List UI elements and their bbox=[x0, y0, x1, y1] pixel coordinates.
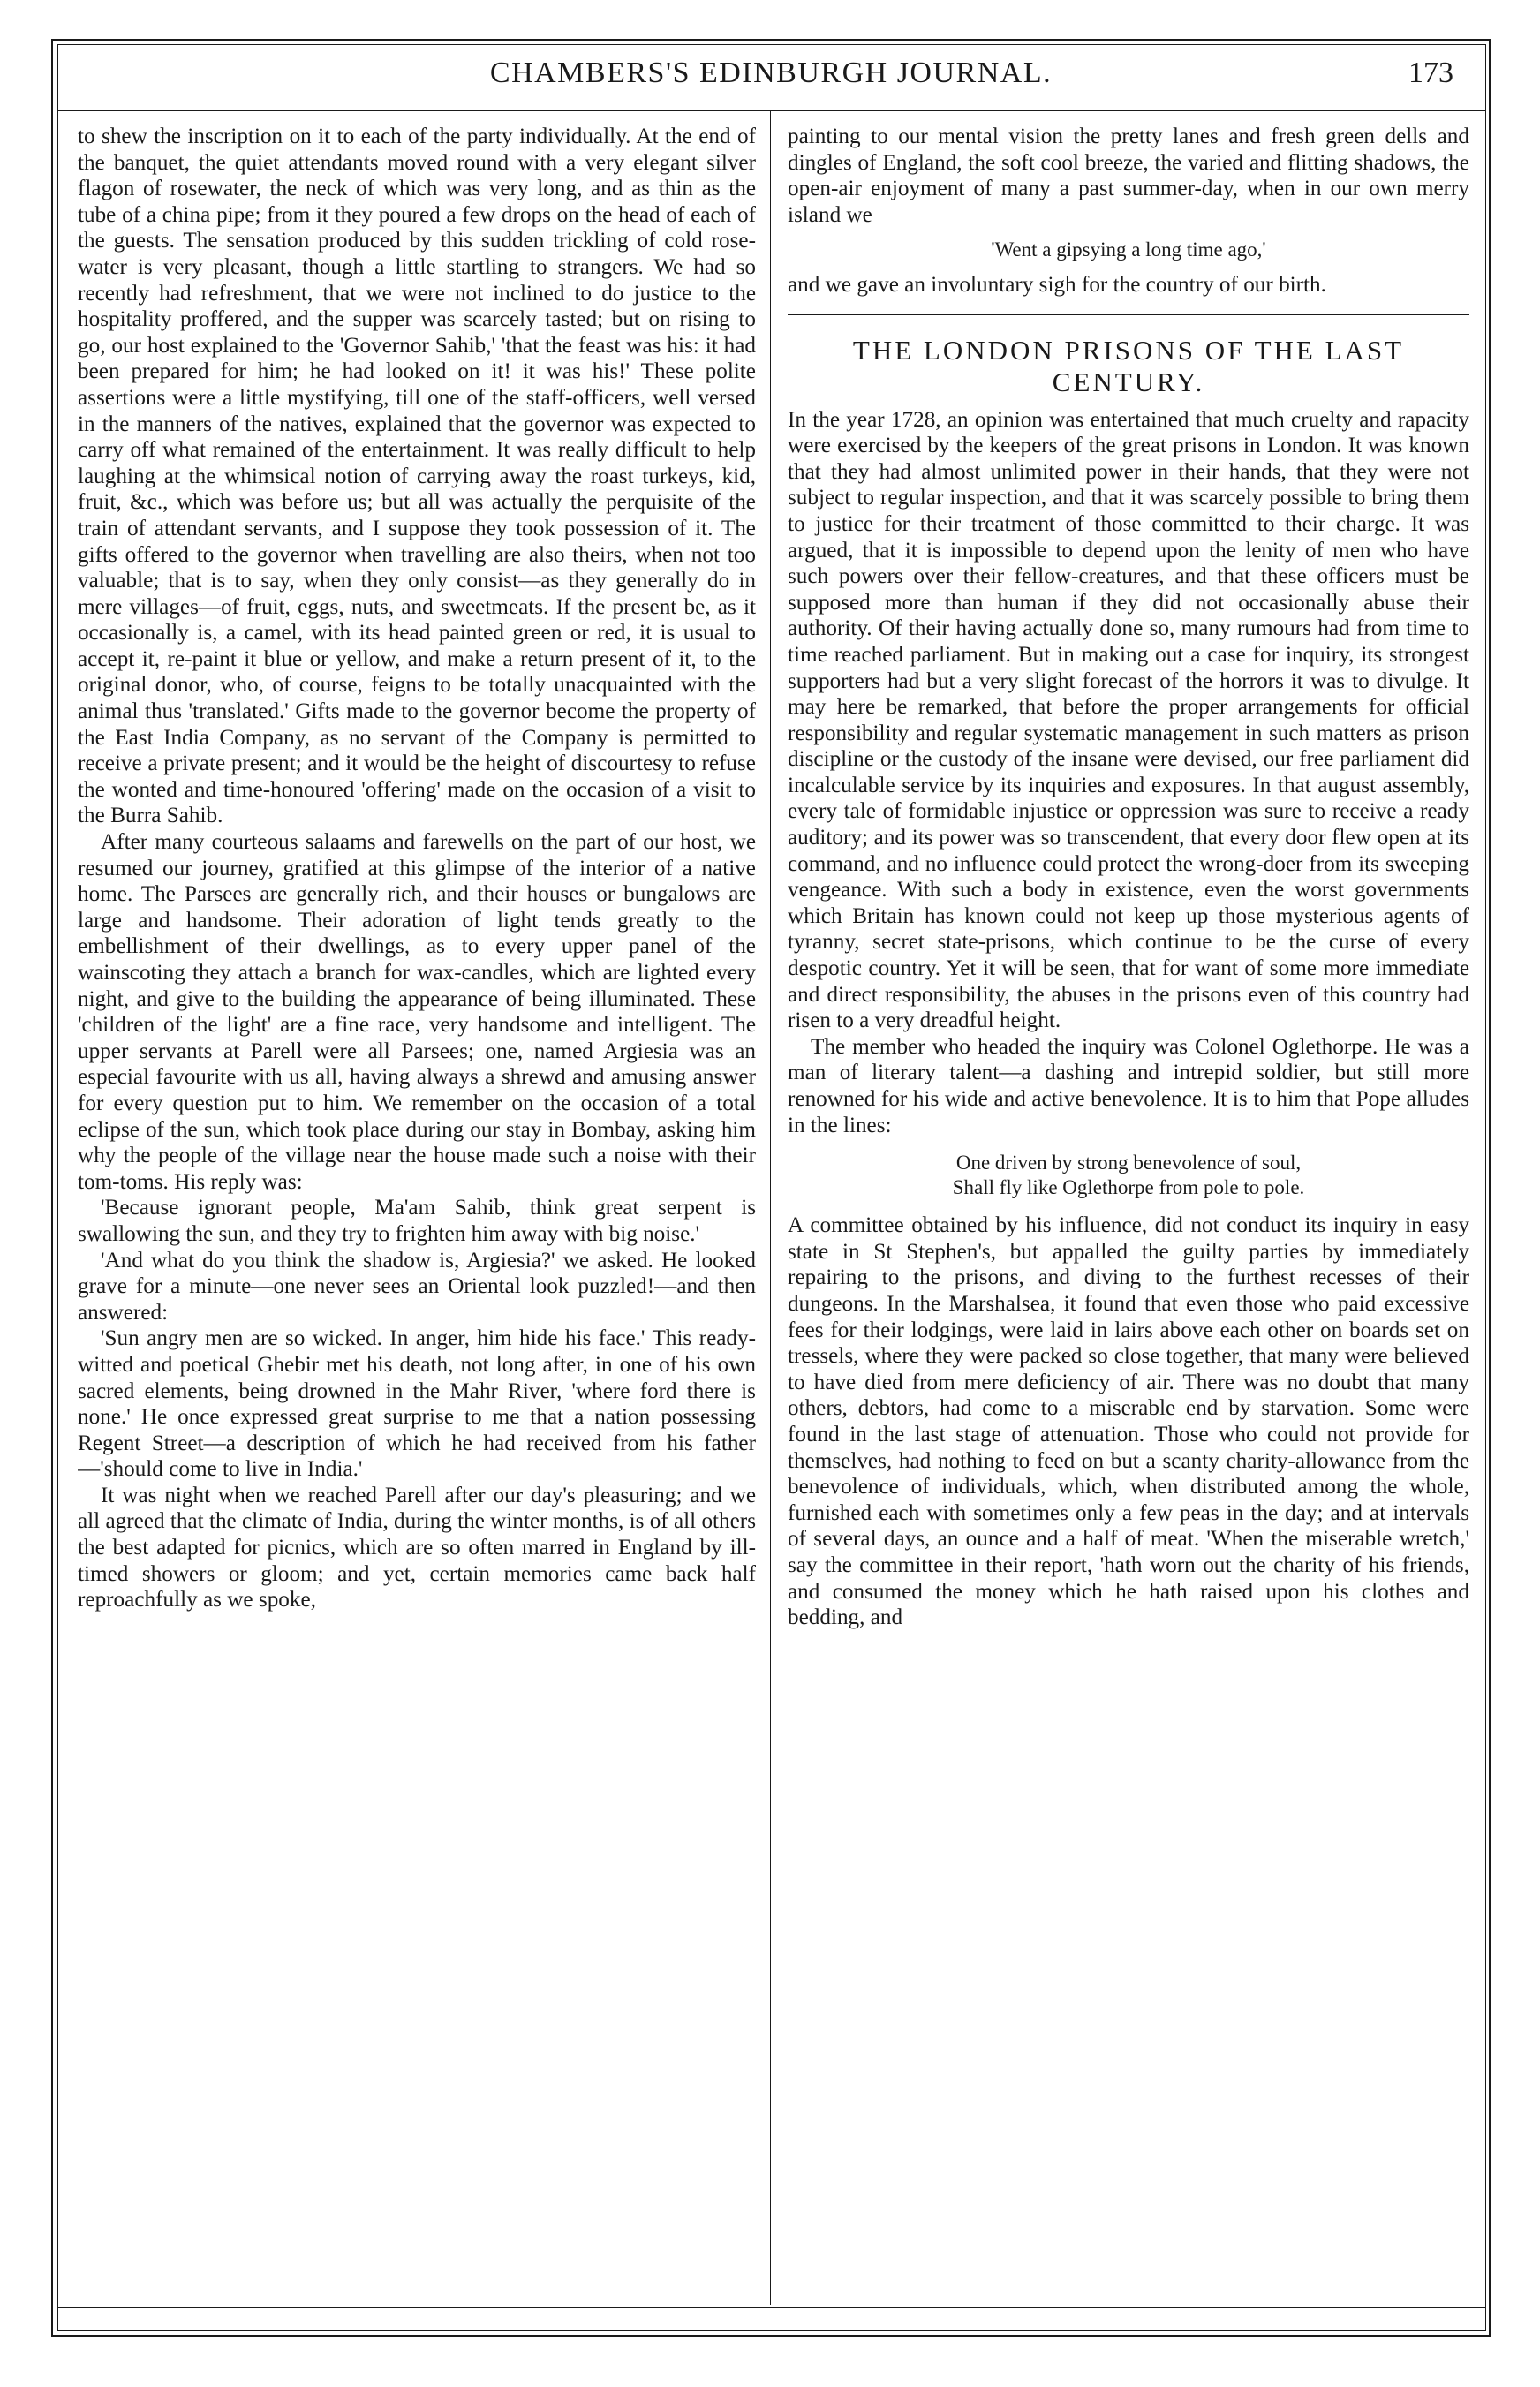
page-number: 173 bbox=[1408, 57, 1453, 89]
pope-verse bbox=[788, 1151, 1469, 1200]
header-divider bbox=[58, 110, 1485, 111]
page-header bbox=[69, 51, 1473, 102]
footer-divider bbox=[58, 2307, 1485, 2308]
left-paragraph-5: 'Sun angry men are so wicked. In anger, him hide his face.' This ready-witted and poetical Ghebir met his death, not long after, in one of his own sacred elements, being drowned in the Mahr River, 'where ford there is none.' He once expressed great surprise to me that a nation possessing Regent Street—a description of which he had received from his father—'should come to live in India.' bbox=[78, 1326, 756, 1482]
left-paragraph-2: After many courteous salaams and farewells on the part of our host, we resumed our journey, gratified at this glimpse of the interior of a native home. The Parsees are generally rich, and their houses or bungalows are large and handsome. Their adoration of light tends greatly to the embellishment of their dwellings, as to every upper panel of the wainscoting they attach a branch for wax-candles, which are lighted every night, and give to the building the appearance of being illuminated. These 'children of the light' are a fine race, very handsome and intelligent. The upper servants at Parell were all Parsees; one, named Argiesia was an especial favourite with us all, having always a shrewd and amusing answer for every question put to him. We remember on the occasion of a total eclipse of the sun, which took place during our stay in Bombay, asking him why the people of the village near the house made such a noise with their tom-toms. His reply was: bbox=[78, 830, 756, 1194]
section-divider bbox=[788, 314, 1469, 315]
left-paragraph-6: It was night when we reached Parell after our day's pleasuring; and we all agreed that the climate of India, during the winter months, is of all others the best adapted for picnics, which are so often marred in England by ill-timed showers or gloom; and yet, certain memories came back half reproachfully as we spoke, bbox=[78, 1483, 756, 1613]
article-paragraph-2: The member who headed the inquiry was Colonel Oglethorpe. He was a man of literary talent—a dashing and intrepid soldier, but still more renowned for his wide and active benevolence. It is to him that Pope alludes in the lines: bbox=[788, 1034, 1469, 1137]
right-intro-paragraph: painting to our mental vision the pretty lanes and fresh green dells and dingles of England, the soft cool breeze, the varied and flitting shadows, the open-air enjoyment of many a past summer-day, when in our own merry island we bbox=[788, 125, 1469, 227]
column-divider bbox=[770, 111, 771, 2305]
left-paragraph-1: to shew the inscription on it to each of the party individually. At the end of the banquet, the quiet attendants moved round with a very elegant silver flagon of rosewater, the neck of which was very long, and as thin as the tube of a china pipe; from it they poured a few drops on the head of each of the guests. The sensation produced by this sudden trickling of cold rose-water is very pleasant, though a little startling to strangers. We had so recently had refreshment, that we were not inclined to do justice to the hospitality proffered, and the supper was scarcely tasted; but on rising to go, our host explained to the 'Governor Sahib,' 'that the feast was his: it had been prepared for him; he had looked on it! it was his!' These polite assertions were a little mystifying, till one of the staff-officers, well versed in the manners of the natives, explained that the governor was expected to carry off what remained of the entertainment. It was really difficult to help laughing at the whimsical notion of carrying away the roast turkeys, kid, fruit, &c., which was before us; but all was actually the perquisite of the train of attendant servants, and I suppose they took possession of it. The gifts offered to the governor when travelling are also theirs, when not too valuable; that is to say, when they only consist—as they generally do in mere villages—of fruit, eggs, nuts, and sweetmeats. If the present be, as it occasionally is, a camel, with its head painted green or red, it is usual to accept it, re-paint it blue or yellow, and make a return present of it, to the original donor, who, of course, feigns to be totally unacquainted with the animal thus 'translated.' Gifts made to the governor become the property of the East India Company, as no servant of the Company is permitted to receive a private present; and it would be the height of discourtesy to refuse the wonted and time-honoured 'offering' made on the occasion of a visit to the Burra Sahib. bbox=[78, 125, 756, 828]
right-column bbox=[788, 124, 1469, 2305]
right-after-quote: and we gave an involuntary sigh for the country of our birth. bbox=[788, 272, 1326, 297]
verse-line-1: One driven by strong benevolence of soul, bbox=[955, 1152, 1302, 1175]
article-title: THE LONDON PRISONS OF THE LAST CENTURY. bbox=[852, 334, 1405, 397]
left-paragraph-4: 'And what do you think the shadow is, Argiesia?' we asked. He looked grave for a minute—one never sees an Oriental look puzzled!—and then answered: bbox=[78, 1248, 756, 1325]
journal-title: CHAMBERS'S EDINBURGH JOURNAL. bbox=[489, 57, 1053, 89]
article-paragraph-3: A committee obtained by his influence, did not conduct its inquiry in easy state in St Stephen's, but appalled the guilty parties by immediately repairing to the prisons, and diving to the furthest recesses of their dungeons. In the Marshalsea, it found that even those who paid excessive fees for their lodgings, were laid in lairs above each other on boards set on tressels, where they were packed so close together, that many were believed to have died from mere deficiency of air. There was no doubt that many others, debtors, had come to a miserable end by starvation. Some were found in the last stage of attenuation. Those who could not provide for themselves, had nothing to feed on but a scanty charity-allowance from the benevolence of individuals, which, when distributed among the whole, furnished each with sometimes only a few peas in the day; and at intervals of several days, an ounce and a half of meat. 'When the miserable wretch,' say the committee in their report, 'hath worn out the charity of his friends, and consumed the money which he hath raised upon his clothes and bedding, and bbox=[788, 1213, 1469, 1630]
left-paragraph-3: 'Because ignorant people, Ma'am Sahib, think great serpent is swallowing the sun, and they try to frighten him away with big noise.' bbox=[78, 1196, 756, 1246]
verse-line-2: Shall fly like Oglethorpe from pole to pole. bbox=[952, 1176, 1305, 1199]
article-paragraph-1: In the year 1728, an opinion was entertained that much cruelty and rapacity were exercised by the keepers of the great prisons in London. It was known that they had almost unlimited power in their hands, that they were not subject to regular inspection, and that it was scarcely possible to bring them to justice for their treatment of those committed to their charge. It was argued, that it is impossible to depend upon the lenity of men who have such powers over their fellow-creatures, and that these officers must be supposed more than human if they did not occasionally abuse their authority. Of their having actually done so, many rumours had from time to time reached parliament. But in making out a case for inquiry, its strongest supporters had but a very slight forecast of the horrors it was to divulge. It may here be remarked, that before the proper arrangements for official responsibility and regular systematic management in such matters as prison discipline or the custody of the insane were devised, our free parliament did incalculable service by its inquiries and exposures. In that august assembly, every tale of formidable injustice or oppression was sure to receive a ready auditory; and its power was so transcendent, that every door flew open at its command, and no influence could protect the wrong-doer from its sweeping vengeance. With such a body in existence, even the worst governments which Britain has known could not keep up those mysterious agents of tyranny, secret state-prisons, which continue to be the curse of every despotic country. Yet it will be seen, that for want of some more immediate and direct responsibility, the abuses in the prisons even of this country had risen to a very dreadful height. bbox=[788, 407, 1469, 1033]
song-quote: 'Went a gipsying a long time ago,' bbox=[991, 238, 1266, 261]
left-column bbox=[78, 124, 756, 2305]
